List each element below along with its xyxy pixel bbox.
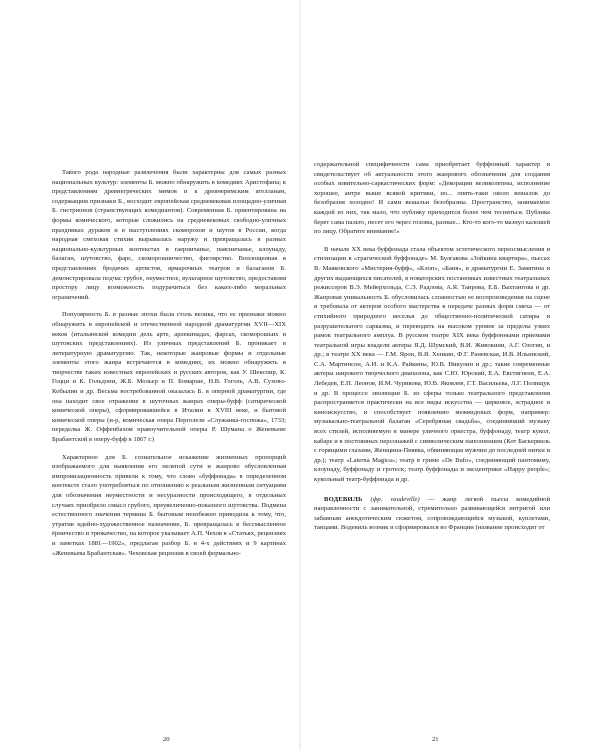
right-page-number: 21 [432, 736, 439, 743]
entry-etymology: (фр. vaudeville) [370, 495, 420, 503]
right-page [314, 160, 550, 730]
entry-definition: — жанр легкой пьесы комедийной направленности с занимательной, стремительно развивающейся интригой или забавным анекдотическим сюжетом, сопровождающийся музыкой, куплетами, танцами. Водевиль возник и сформировался во Франции (название происходит от [314, 495, 550, 532]
entry-term: ВОДЕВИЛЬ [324, 495, 363, 503]
book-gutter [299, 0, 301, 750]
left-page [52, 168, 286, 738]
right-paragraph-1: содержательной специфичности сама приобретает буффонный характер и свидетельствует об актуальности этого жанрового обозначения для создания особых язвительно-саркастических форм: «Декорации великолепны, исполнение хорошее, антре выше всякой критики, но... опять-таки около вешалок до безобразия холодно! И сами вешальи безобразны. Пространство, занимаемое каждой из них, так мало, что публику приходится более чем тесниться. Публика берет сама пальто, несет его через головы, разные... Кто-то кого-то мазнул калошей по лицу. Обратите внимание!» [314, 161, 550, 236]
left-paragraph-3: Характерное для Б. сознательное искажение жизненных пропорций изображаемого для выявления его нелепой сути и жанрово обусловленная импровизационность привели к тому, что слово «буффонада» в определенном контексте стало употребляться по отношению к реальным жизненным ситуациям для обозначения неуместности и несуразности происходящего, в отдельных случаях приобрело смысл грубого, преувеличенно-показного шутовства. Подмена естественного значения термина Б. бытовым неизбежно приводила к тому, что, утратив идейно-художественное назначение, Б. превращалась в бессмысленное ёрничество и трюкачество, на которое указывает А.П. Чехов в «Статьях, рецензиях и заметках 1881—1902», предлагая разбор Б. в 4-х действиях и 9 картинах «Женевьева Брабантская». Чеховская рецензия в своей формально- [52, 453, 286, 557]
left-page-number: 20 [163, 736, 170, 743]
right-paragraph-2: В начале XX века буффонада стала объектом эстетического переосмысления и стилизации в «трагической буффонаде» М. Булгакова «Зойкина квартира», пьесах В. Маяковского «Мистерия-буфф», «Клоп», «Баня», в драматургии Е. Замятина и других выдающихся писателей, в новаторских постановках известных театральных режиссеров В.Э. Мейерхольда, С.Э. Радлова, А.Я. Таирова, Е.Б. Вахтангова и др. Жанровая уникальность Б. обусловилась сложностью ее воспроизведения на сцене и требовала от актеров особого мастерства в передаче разных форм смеха — от стихийного природного веселья до общественно-политической сатиры и разрушительного сарказма, и переводить на высоком уровне за пределы узких рамок театрального амплуа. В русском театре XIX века буффонными приемами театральной игры владели актеры Я.Д. Шумский, В.И. Живокини, А.Г. Озогин, и др.; в театре XX века — Г.М. Ярон, В.Я. Хенкин, Ф.Г. Раневская, И.В. Ильинский, С.А. Мартинсон, А.И. и К.А. Райкины, Ю.В. Никулин и др.; такие современные актеры широкого творческого диапазона, как С.Ю. Юрский, Е.А. Евстигнеев, Е.А. Лебедев, Е.П. Леонов, И.М. Чурикова, Ю.В. Яковлев, Г.Т. Васильева, Л.Г. Полищук и др. В процессе эволюции Б. из сферы только театрального представления распространяется практически на все виды искусства — цирковое, эстрадное и киноискусство, и способствует появлению межвидовых форм, например: музыкально-театральной балаган «Серебряная свадьба», соединивший музыку всех стилей, исполняемую в манере уличного оркестра, буффонаду, театр кукол, кабаре и в постоянных персонажей с символическим наполнением (Кот Баскервиль с горящими глазами, Женщина-Пиявка, обвиняющая мужчин до последней нитки и др.); театр «Laterna Magica»; театр в гриме «De Bufo», соединяющий пантомиму, клоунаду, буффонаду и гротеск; театр буффонады и эксцентрики «Happy people»; кукольный театр-буффонада и др. [314, 245, 550, 483]
dictionary-entry [314, 495, 550, 533]
left-paragraph-2: Популярность Б. в разные эпохи была столь велика, что ее признаки можно обнаружить в европейской и отечественной народной драматургии XVII—XIX веков (итальянской комедии дель арте, арлекинадах, фарсах, скоморошьих и шутовских представлениях). Из уличных представлений Б. проникает в литературную драматургию. Так, некоторые жанровые формы и отдельные элементы этого жанра встречаются в комедиях, их можно обнаружить в творчестве таких известных европейских и русских авторов, как У. Шекспир, К. Гоцци и К. Гольдони, Ж.Б. Мольер и П. Бомарше, Н.В. Гоголь, А.В. Сухово-Кобылин и др. Весьма востребованной оказалась Б. в оперной драматургии, где она находит свое отражение в шуточных жанрах оперы-буфф (сатирической комической оперы), сформировавшейся в Италии в XVIII веке, и бытовой комической оперы (и-р, комическая опера Перголези «Служанка-госпожа», 1733; переделка Ж. Оффенбахом нравоучительной оперы Р. Шумана о Женевьеве Брабантской в оперу-буфф в 1867 г.) [52, 311, 286, 444]
left-paragraph-1: Такого рода народные развлечения были характерны для самых разных национальных культур: элементы Б. можно обнаружить в комедиях Аристофана; к представлениям древнегреческих мимов и к древнеримским ателланам, содержащим признаки Б., восходит европейская средневековая площадно-уличная Б. гистрионов (странствующих комедиантов). Современная Б. ориентирована на формы комического, которые сложились на средневековых свободно-уличных праздниках дураков и в выступлениях скоморохов и шутов в России, когда народная смеховая стихия вырывалась наружу и превращалась в разных национально-культурных контекстах в гаерничанье, паясничанье, клоунаду, балаган, шутовство, фарс, скоморошничество, фиглярство. Воплощенная в представлениях бродячих артистов, ярмарочных театров и балаганов Б. демонстрировала подчас грубое, неуместное, вульгарное шутовство, предоставляя простору лицу возможность подурачиться без каких-либо моральных ограничений. [52, 169, 286, 301]
